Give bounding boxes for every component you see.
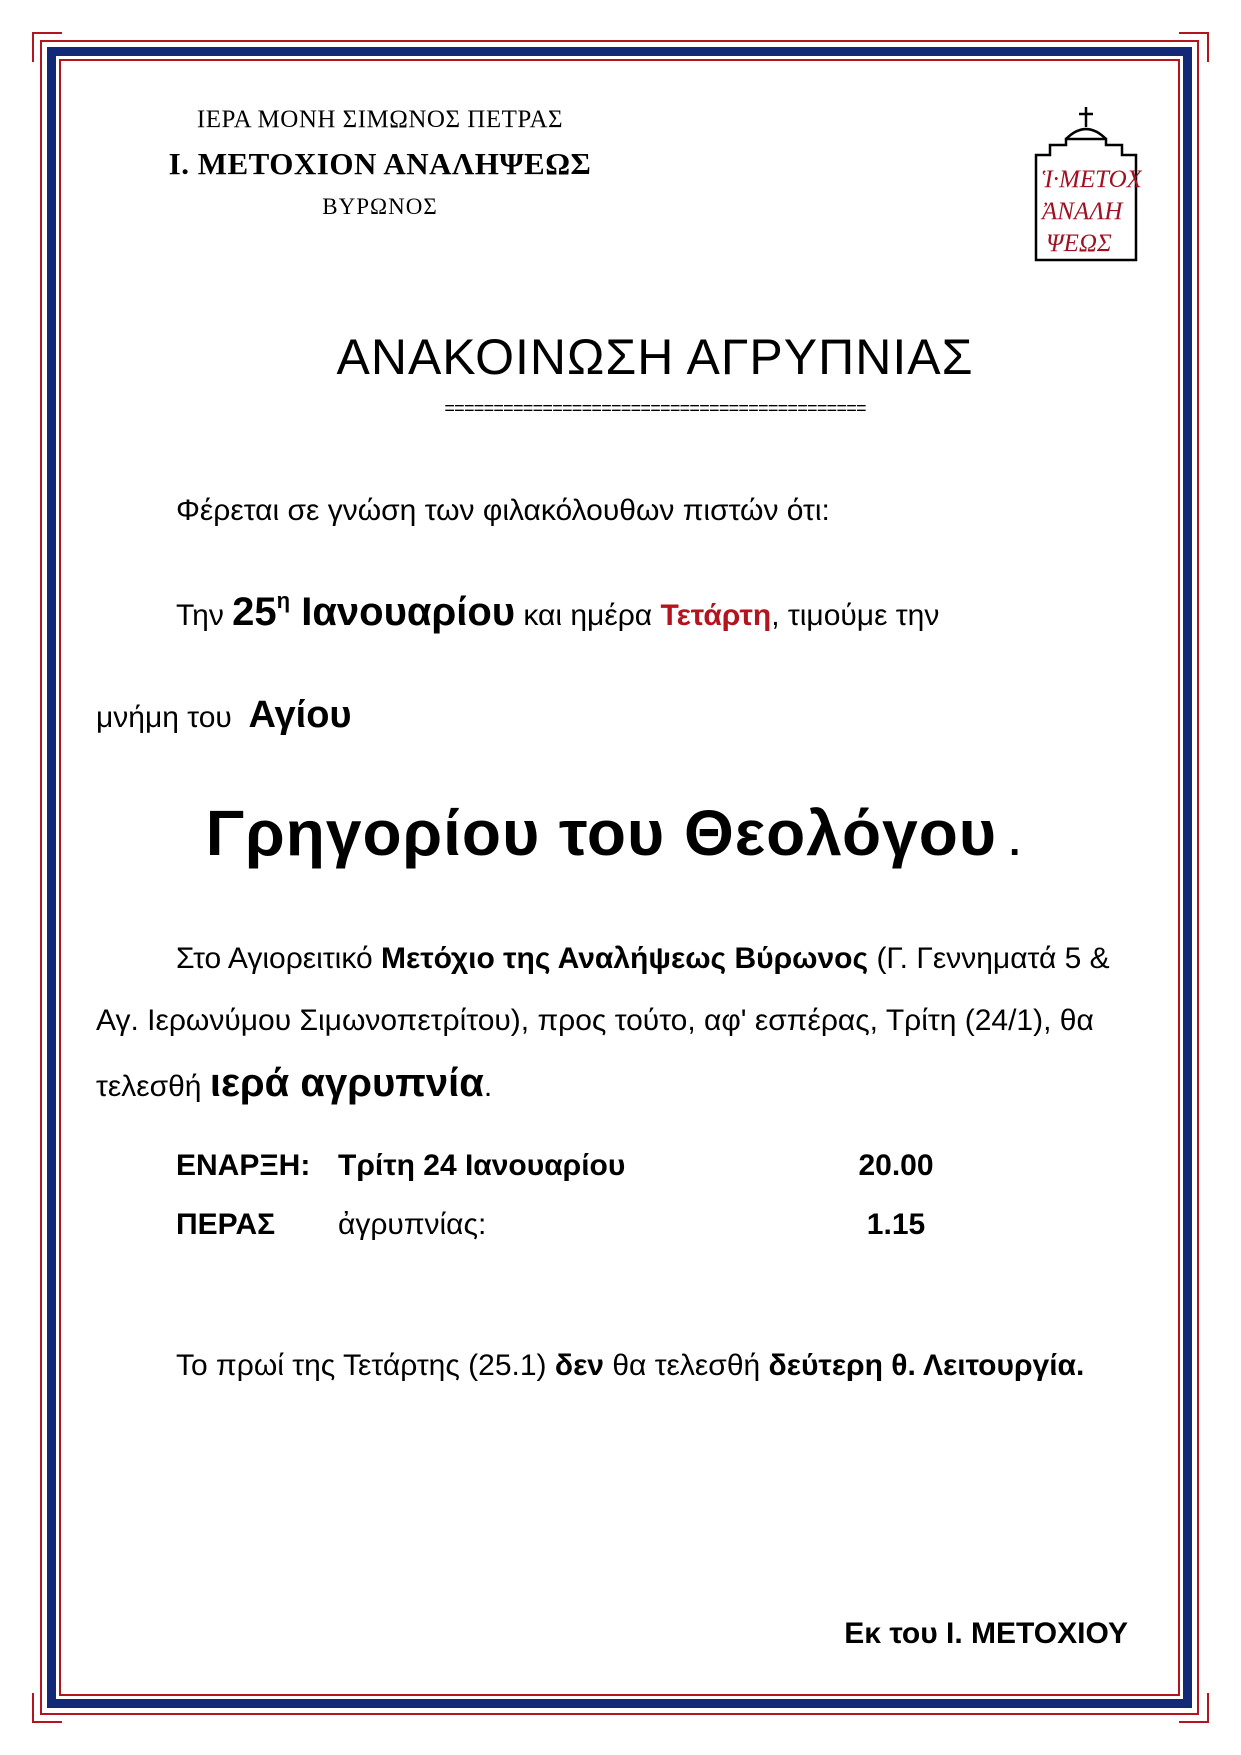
logo-text-line2: ἈΝΑΛΗ <box>1042 198 1123 225</box>
intro-line: Φέρεται σε γνώση των φιλακόλουθων πιστών ότι: <box>176 494 830 527</box>
chapel-logo-icon <box>1030 105 1142 263</box>
monastery-name: ΙΕΡΑ ΜΟΝΗ ΣΙΜΩΝΟΣ ΠΕΤΡΑΣ <box>196 106 564 133</box>
logo-text-line1: Ἱ·ΜΕΤΟΧ <box>1042 166 1142 193</box>
saint-title: Αγίου <box>248 694 352 736</box>
date-line <box>96 590 1131 635</box>
announcement-title: ΑΝΑΚΟΙΝΩΣΗ ΑΓΡΥΠΝΙΑΣ <box>336 329 974 385</box>
date-prefix: Την <box>176 599 233 632</box>
metochion-name: Ι. ΜΕΤΟΧΙΟΝ ΑΝΑΛΗΨΕΩΣ <box>168 146 592 181</box>
feast-month: Ιανουαρίου <box>290 590 516 634</box>
morning-text-2: θα τελεσθή <box>604 1349 769 1382</box>
morning-bold-2: δεύτερη θ. Λειτουργία. <box>768 1349 1085 1382</box>
page-border-inner <box>59 59 1180 1696</box>
schedule-time: 20.00 <box>858 1149 934 1182</box>
logo-text-line3: ΨΕΩΣ <box>1046 230 1112 257</box>
vigil-label: ιερά αγρυπνία <box>209 1061 484 1105</box>
feast-weekday: Τετάρτη <box>660 599 772 632</box>
place-text-1: Στο Αγιορειτικό <box>176 942 381 975</box>
saint-heading <box>96 796 1131 870</box>
place-text-2: (Γ. Γεννηματά 5 & Αγ. Ιερωνύμου Σιμωνοπετρίτου), προς τούτο, αφ' εσπέρας, Τρίτη (24/1), θα τελεσθή <box>96 942 1110 1103</box>
location-name: ΒΥΡΩΝΟΣ <box>322 194 438 219</box>
morning-paragraph <box>96 1335 1131 1397</box>
schedule-label: ΕΝΑΡΞΗ: <box>176 1149 311 1182</box>
feast-day-ordinal: η <box>276 588 291 613</box>
place-name: Μετόχιο της Αναλήψεως Βύρωνος <box>381 942 869 975</box>
title-underline: =========================================== <box>444 400 866 420</box>
morning-bold-1: δεν <box>554 1349 604 1382</box>
date-mid: και ημέρα <box>515 599 661 632</box>
date-suffix: , τιμούμε την <box>771 599 940 632</box>
schedule-label: ΠΕΡΑΣ <box>176 1208 276 1241</box>
schedule-time: 1.15 <box>866 1208 926 1241</box>
signature: Εκ του Ι. ΜΕΤΟΧΙΟΥ <box>844 1617 1128 1650</box>
memory-prefix: μνήμη του <box>96 701 249 734</box>
place-text-end: . <box>483 1070 493 1103</box>
intro-text <box>96 494 1131 528</box>
place-paragraph <box>96 928 1131 1118</box>
morning-text-1: Το πρωί της Τετάρτης (25.1) <box>176 1349 555 1382</box>
saint-name-dot: . <box>997 820 1022 864</box>
schedule-desc: Τρίτη 24 Ιανουαρίου <box>338 1149 626 1182</box>
memory-line <box>96 694 1131 737</box>
feast-day: 25 <box>232 590 277 634</box>
schedule-desc: ἀγρυπνίας: <box>338 1208 487 1241</box>
saint-name: Γρηγορίου του Θεολόγου <box>205 797 998 869</box>
